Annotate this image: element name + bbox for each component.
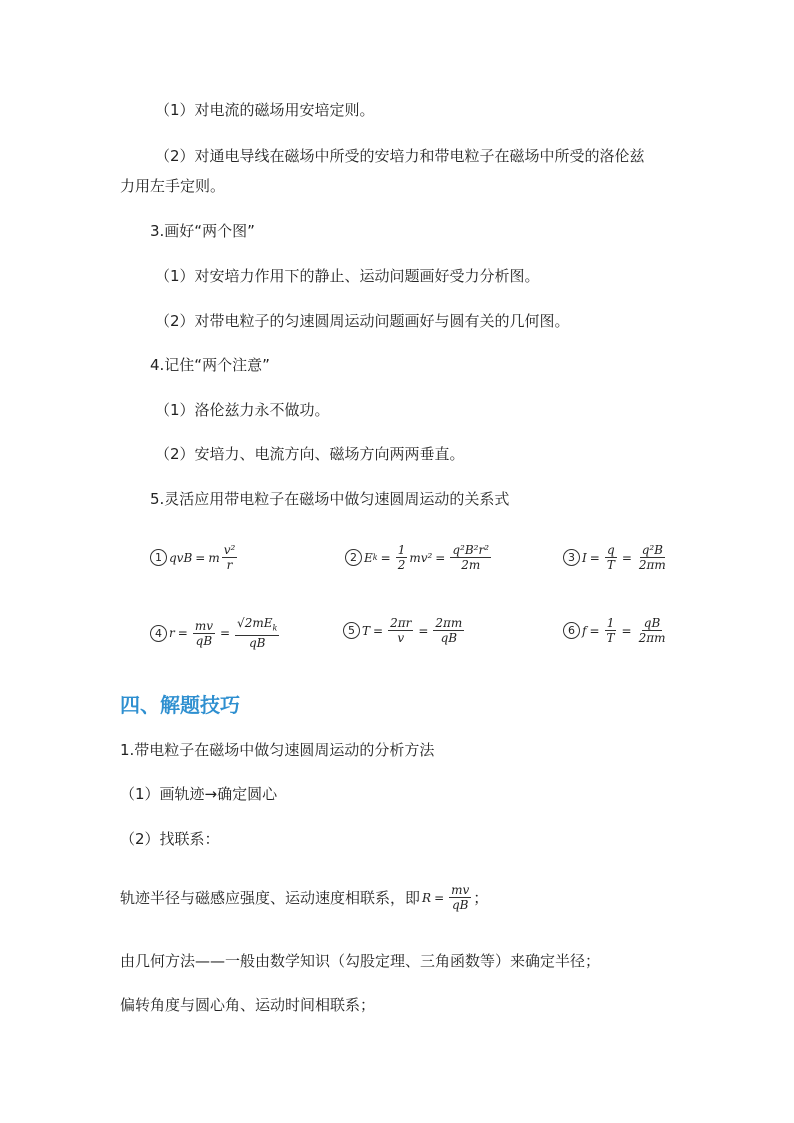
fraction (396, 543, 408, 572)
denominator: v (397, 631, 405, 645)
formula-term: mv² (409, 550, 433, 565)
text-span: ； (473, 888, 489, 907)
fraction (637, 543, 668, 572)
fraction (449, 883, 471, 912)
formula-eq: = (219, 626, 231, 641)
formula-eq: = (589, 623, 600, 638)
text-line: （1）画轨迹→确定圆心 (120, 785, 278, 803)
numerator: q²B (641, 543, 663, 557)
sqrt-term: √2mE (237, 616, 273, 630)
numerator: q²B²r² (452, 543, 490, 557)
formula-lhs: r (169, 626, 175, 641)
index-circle: 5 (343, 622, 360, 639)
text-line: （2）对带电粒子的匀速圆周运动问题画好与圆有关的几何图。 (155, 312, 570, 330)
formula-5 (343, 616, 466, 645)
formula-lhs: E (364, 550, 373, 565)
numerator: mv (194, 618, 213, 633)
text-line: （1）对安培力作用下的静止、运动问题画好受力分析图。 (155, 267, 540, 285)
formula-eq: = (418, 623, 429, 638)
text-line: （2）对通电导线在磁场中所受的安培力和带电粒子在磁场中所受的洛伦兹 (155, 147, 645, 165)
subscript: k (272, 623, 278, 633)
text-line: 4.记住“两个注意” (150, 356, 270, 374)
index-circle: 1 (150, 549, 167, 566)
index-circle: 4 (150, 625, 167, 642)
text-line: 3.画好“两个图” (150, 222, 255, 240)
numerator: 1 (397, 543, 406, 557)
formula-eq: = (621, 623, 632, 638)
subscript: k (372, 553, 378, 562)
numerator: 2πm (435, 616, 463, 630)
formula-eq: = (434, 890, 445, 905)
fraction (450, 543, 491, 572)
numerator: q (606, 543, 615, 557)
denominator: qB (248, 636, 266, 651)
text-line: （2）安培力、电流方向、磁场方向两两垂直。 (155, 445, 465, 463)
fraction (235, 616, 279, 650)
denominator: qB (440, 631, 458, 645)
text-span: 轨迹半径与磁感应强度、运动速度相联系，即 (120, 888, 421, 907)
text-line: （1）对电流的磁场用安培定则。 (155, 101, 375, 119)
index-circle: 6 (563, 622, 580, 639)
fraction (388, 616, 413, 645)
formula-lhs: I (582, 550, 587, 565)
formula-1 (150, 543, 239, 572)
formula-eq: = (435, 550, 446, 565)
formula-2 (345, 543, 493, 572)
fraction (222, 543, 238, 572)
formula-lhs: f (582, 623, 587, 638)
numerator: v² (223, 543, 236, 557)
formula-3 (563, 543, 670, 572)
index-circle: 2 (345, 549, 362, 566)
formula-eq: = (373, 623, 384, 638)
text-line: 偏转角度与圆心角、运动时间相联系； (120, 996, 376, 1014)
numerator: 1 (606, 616, 615, 630)
formula-eq: = (621, 550, 632, 565)
section-heading: 四、解题技巧 (120, 693, 240, 717)
fraction (433, 616, 464, 645)
formula-4 (150, 616, 281, 650)
formula-lhs: R (422, 890, 432, 905)
formula-eq: = (195, 550, 206, 565)
formula-eq: = (589, 550, 600, 565)
numerator: qB (643, 616, 661, 630)
denominator: 2 (397, 558, 406, 572)
fraction (605, 616, 617, 645)
text-line-with-formula (120, 883, 488, 912)
formula-eq: = (177, 626, 188, 641)
formula-lhs: T (362, 623, 371, 638)
denominator: qB (195, 633, 213, 648)
formula-eq: = (380, 550, 391, 565)
text-line: 5.灵活应用带电粒子在磁场中做匀速圆周运动的关系式 (150, 490, 510, 508)
text-line: （2）找联系： (120, 830, 220, 848)
text-line: （1）洛伦兹力永不做功。 (155, 401, 330, 419)
fraction (605, 543, 617, 572)
text-line: 1.带电粒子在磁场中做匀速圆周运动的分析方法 (120, 741, 435, 759)
numerator: 2πr (390, 616, 412, 630)
text-line: 力用左手定则。 (120, 177, 226, 195)
fraction (637, 616, 668, 645)
denominator: T (606, 558, 615, 572)
numerator: mv (451, 883, 470, 897)
denominator: 2m (461, 558, 481, 572)
text-line: 由几何方法——一般由数学知识（勾股定理、三角函数等）来确定半径； (120, 952, 601, 970)
fraction (193, 619, 215, 648)
denominator: 2πm (638, 631, 666, 645)
denominator: qB (451, 898, 469, 912)
denominator: r (226, 558, 233, 572)
formula-6 (563, 616, 670, 645)
formula-lhs: qvB (169, 550, 193, 565)
numerator (235, 616, 279, 636)
formula-coef: m (208, 550, 220, 565)
index-circle: 3 (563, 549, 580, 566)
denominator: 2πm (638, 558, 666, 572)
denominator: T (606, 631, 615, 645)
